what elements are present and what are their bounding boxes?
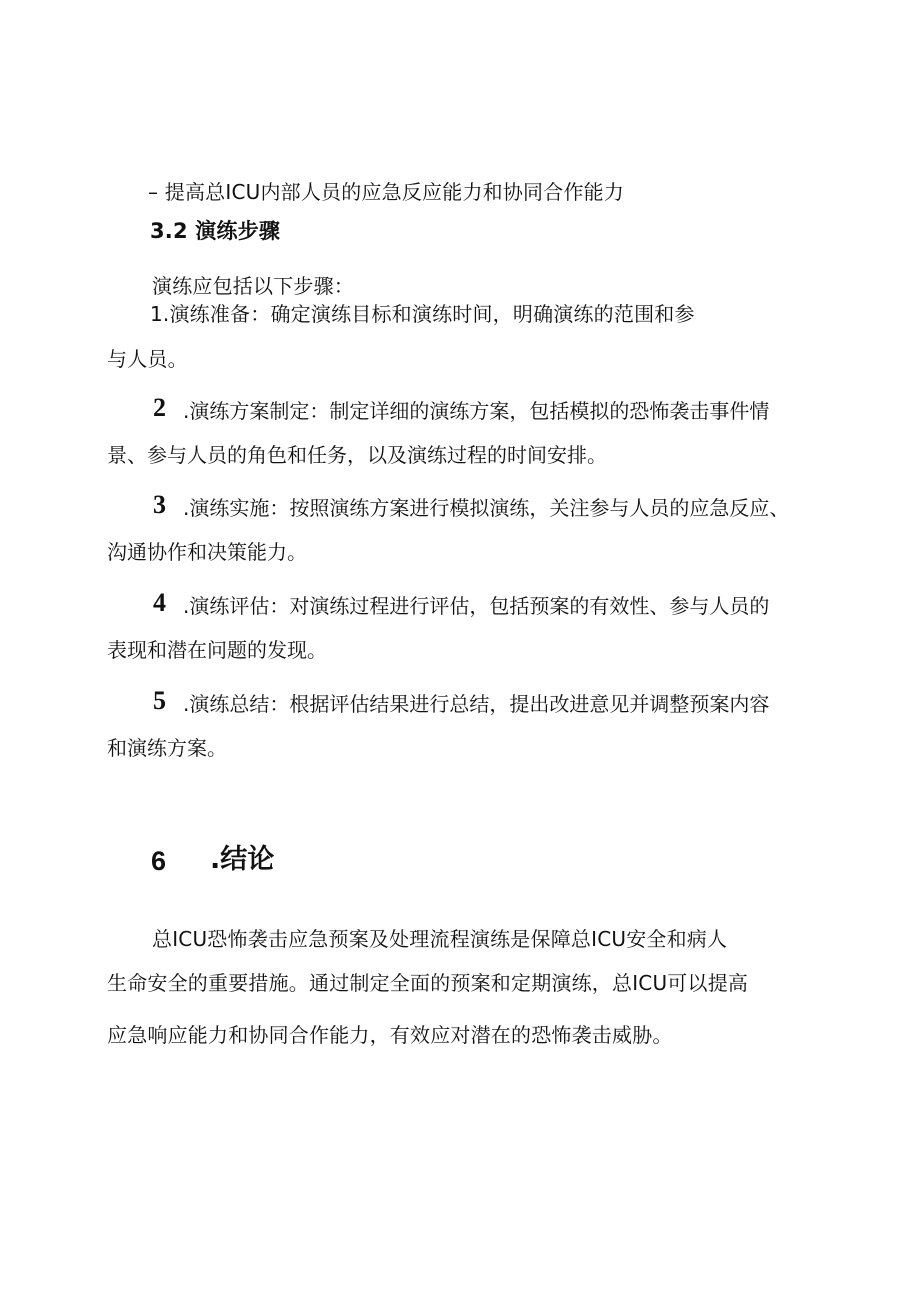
section-heading: 3.2 演练步骤	[150, 219, 281, 243]
step-number: 4	[153, 588, 166, 617]
conclusion-paragraph-line-3: 应急响应能力和协同合作能力，有效应对潜在的恐怖袭击威胁。	[107, 1023, 673, 1047]
step-text-line-2: 景、参与人员的角色和任务，以及演练过程的时间安排。	[107, 443, 607, 467]
conclusion-paragraph-line-2: 生命安全的重要措施。通过制定全面的预案和定期演练，总ICU可以提高	[107, 971, 749, 995]
step-text-line-2: 和演练方案。	[107, 736, 227, 760]
step-text-line-1: .演练评估：对演练过程进行评估，包括预案的有效性、参与人员的	[183, 594, 770, 618]
step-number: 3	[153, 490, 166, 519]
step-text-line-1: .演练方案制定：制定详细的演练方案，包括模拟的恐怖袭击事件情	[183, 399, 770, 423]
step-text-line-1: .演练实施：按照演练方案进行模拟演练，关注参与人员的应急反应、	[183, 496, 790, 520]
conclusion-heading: .结论	[210, 844, 275, 875]
step-1-line-2: 与人员。	[107, 347, 188, 371]
step-text-line-1: .演练总结：根据评估结果进行总结，提出改进意见并调整预案内容	[183, 692, 770, 716]
step-text-line-2: 沟通协作和决策能力。	[107, 540, 307, 564]
conclusion-paragraph-line-1: 总ICU恐怖袭击应急预案及处理流程演练是保障总ICU安全和病人	[152, 927, 728, 951]
step-text-line-2: 表现和潜在问题的发现。	[107, 638, 327, 662]
bullet-point: – 提高总ICU内部人员的应急反应能力和协同合作能力	[148, 180, 625, 204]
section-intro: 演练应包括以下步骤：	[152, 274, 354, 298]
step-1-line-1: 1.演练准备：确定演练目标和演练时间，明确演练的范围和参	[150, 302, 695, 326]
step-number: 5	[153, 686, 166, 715]
step-number: 2	[153, 393, 166, 422]
conclusion-number: 6	[151, 846, 167, 876]
